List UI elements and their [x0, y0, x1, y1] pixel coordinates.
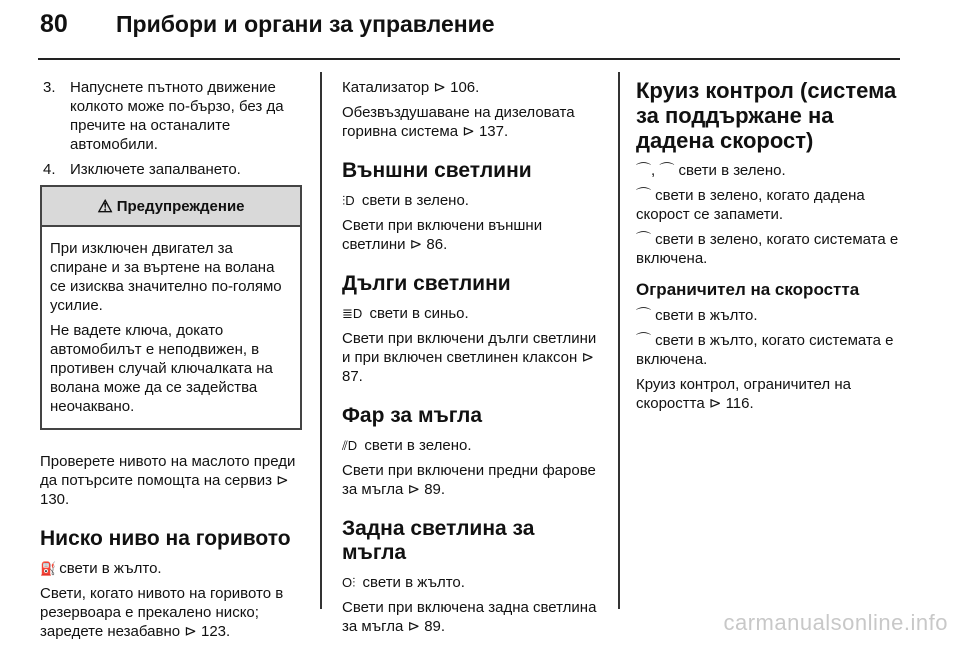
rear-fog-light-icon: O⫶: [342, 575, 356, 590]
column-2: [342, 78, 604, 642]
section-heading-rear-fog: Задна светлина за мъгла: [342, 517, 535, 564]
rear-fog-status: O⫶ свети в жълто.: [342, 574, 465, 591]
fuel-pump-icon: ⛽: [40, 561, 57, 576]
page-title: Прибори и органи за управление: [116, 11, 495, 37]
cruise-line: ⌒, ⌒ свети в зелено.: [636, 162, 786, 179]
rear-fog-text: Свети при включена задна светлина за мъгла ⊳ 89.: [342, 599, 597, 635]
diesel-bleed-line: Обезвъздушаване на дизеловата горивна система ⊳ 137.: [342, 104, 575, 140]
warning-header: [42, 187, 300, 227]
warning-box: [40, 185, 302, 430]
fog-light-text: Свети при включени предни фарове за мъгла ⊳ 89.: [342, 462, 596, 498]
section-heading-cruise-control: Круиз контрол (система за поддържане на дадена скорост): [636, 78, 897, 153]
section-heading-high-beam: Дълги светлини: [342, 272, 511, 295]
column-divider-1: [320, 72, 322, 609]
page-header: [40, 10, 495, 50]
section-heading-exterior-lights: Външни светлини: [342, 159, 532, 182]
step-number: 3.: [43, 79, 56, 96]
exterior-lights-text: Свети при включени външни светлини ⊳ 86.: [342, 217, 543, 253]
section-heading-speed-limiter: Ограничител на скоростта: [636, 280, 860, 299]
section-heading-fog-light: Фар за мъгла: [342, 404, 483, 427]
limiter-line: ⌒ свети в жълто.: [636, 307, 758, 324]
high-beam-status: ≣D свети в синьо.: [342, 305, 469, 322]
header-rule: [38, 58, 900, 60]
step-text: Изключете запалването.: [70, 161, 241, 178]
cruise-line: ⌒ свети в зелено, когато системата е включена.: [636, 231, 899, 267]
catalyst-line: Катализатор ⊳ 106.: [342, 79, 480, 96]
fuel-status-line: ⛽ свети в жълто.: [40, 560, 162, 577]
fuel-text: Свети, когато нивото на горивото в резервоара е прекалено ниско; заредете незабавно ⊳ 123.: [40, 585, 284, 640]
exterior-light-icon: ⫶D: [342, 193, 355, 208]
column-1: [40, 78, 302, 647]
step-text: Напуснете пътното движение колкото може по-бързо, без да пречите на останалите автомобили.: [70, 79, 284, 153]
list-item: [40, 78, 302, 154]
list-item: [40, 160, 302, 179]
fog-light-icon: ⫽D: [342, 438, 358, 453]
limiter-line: Круиз контрол, ограничител на скоростта ⊳ 116.: [636, 376, 851, 412]
step-number: 4.: [43, 161, 56, 178]
fog-light-status: ⫽D свети в зелено.: [342, 437, 472, 454]
exterior-lights-status: ⫶D свети в зелено.: [342, 192, 469, 209]
page-number: 80: [40, 10, 68, 38]
cruise-line: ⌒ свети в зелено, когато дадена скорост се запамети.: [636, 187, 865, 223]
section-heading-fuel: Ниско ниво на горивото: [40, 527, 291, 550]
warning-body: [42, 227, 300, 428]
limiter-line: ⌒ свети в жълто, когато системата е включена.: [636, 332, 894, 368]
warning-icon: ⚠: [97, 196, 113, 216]
high-beam-text: Свети при включени дълги светлини и при включен светлинен клаксон ⊳ 87.: [342, 330, 597, 385]
oil-check-text: Проверете нивото на маслото преди да потърсите помощта на сервиз ⊳ 130.: [40, 453, 296, 508]
warning-paragraph: Не вадете ключа, докато автомобилът е неподвижен, в противен случай ключалката на волана може да се задейства неочаквано.: [50, 322, 273, 415]
column-3: [636, 78, 902, 419]
warning-title: Предупреждение: [116, 197, 245, 215]
high-beam-icon: ≣D: [342, 306, 363, 321]
warning-paragraph: При изключен двигател за спиране и за въртене на волана се изисква значително по-голямо усилие.: [50, 240, 282, 314]
column-divider-2: [618, 72, 620, 609]
watermark: carmanualsonline.info: [723, 610, 948, 635]
